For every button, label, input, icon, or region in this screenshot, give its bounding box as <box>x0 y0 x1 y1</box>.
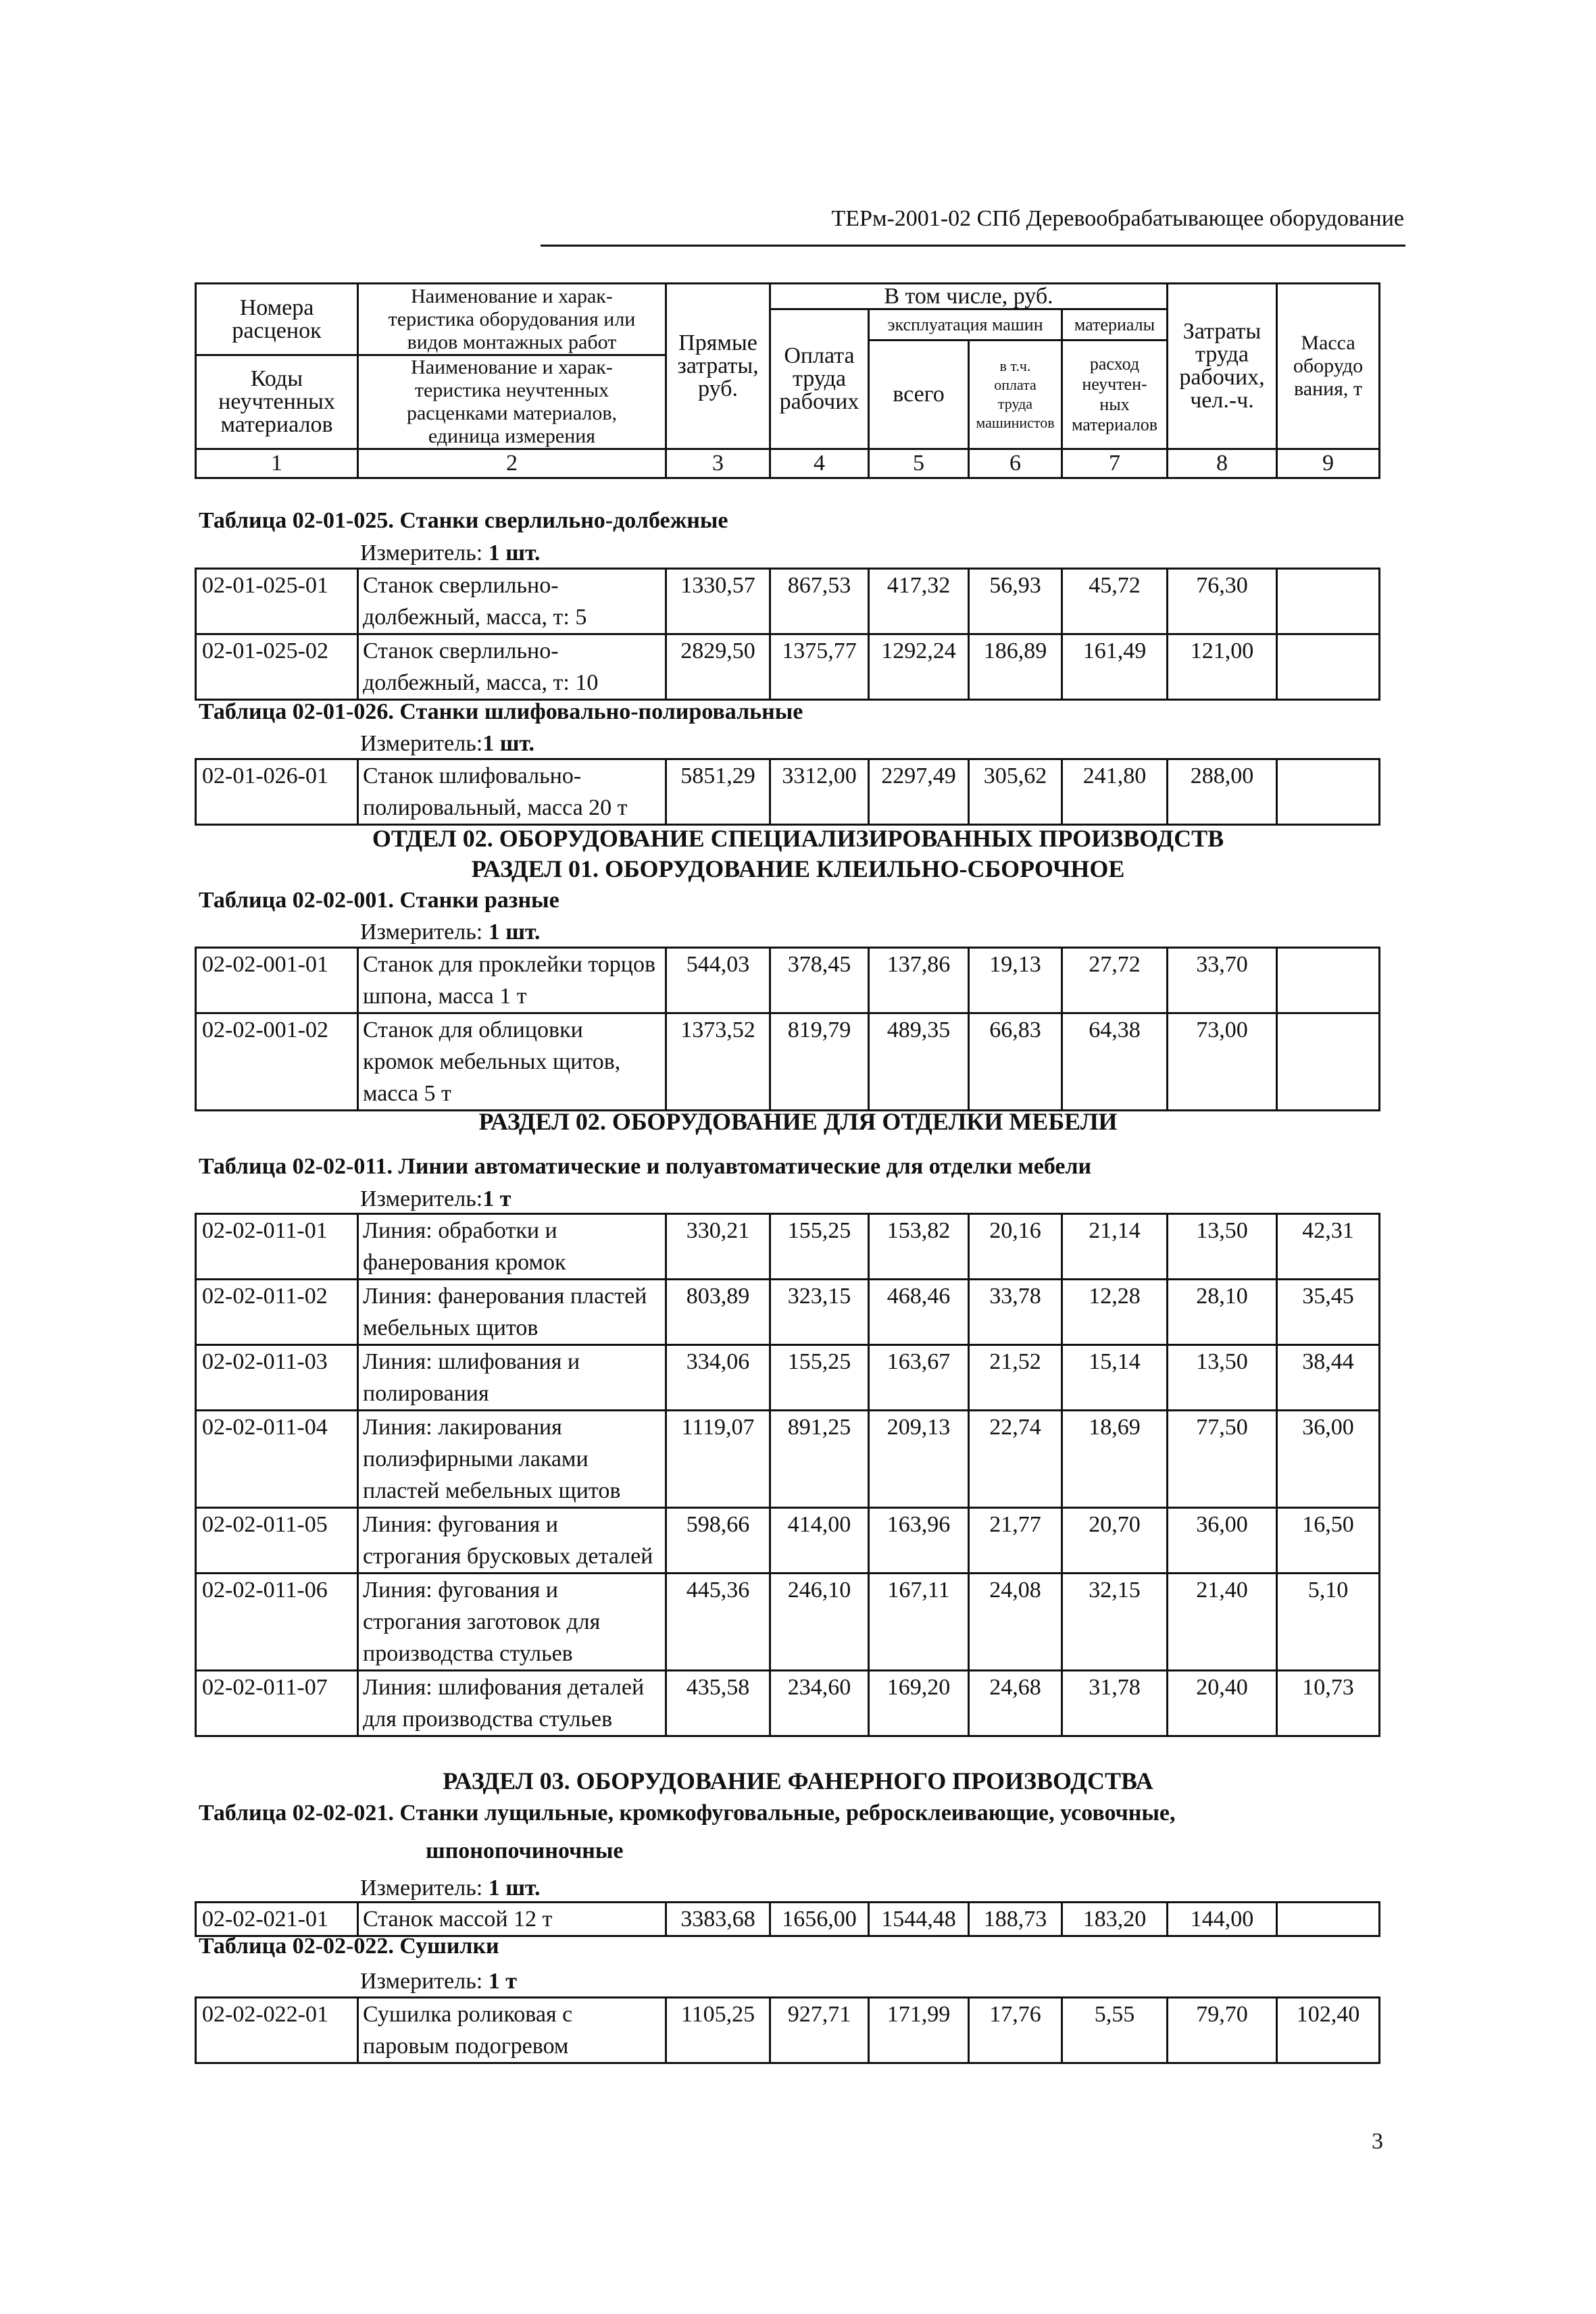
rates-table <box>195 1213 1380 1737</box>
header-rule <box>541 245 1405 247</box>
value-mass <box>1277 1013 1380 1111</box>
value-mass <box>1277 634 1380 700</box>
value-wages: 246,10 <box>770 1574 869 1671</box>
rate-name-line: Линия: шлифования деталей <box>363 1675 645 1700</box>
rate-name <box>358 1013 666 1111</box>
rate-code: 02-02-022-01 <box>196 1998 358 2063</box>
value-machines-total: 1292,24 <box>869 634 969 700</box>
header-cell-direct-costs: Прямые затраты, руб. <box>666 284 770 449</box>
value-wages: 378,45 <box>770 948 869 1013</box>
value-operator-wages: 22,74 <box>969 1411 1062 1508</box>
value-machines-total: 209,13 <box>869 1411 969 1508</box>
rate-name-line: Линия: обработки и <box>363 1218 557 1243</box>
rate-name <box>358 1345 666 1411</box>
value-direct-costs: 1105,25 <box>666 1998 770 2063</box>
rate-name-line: строгания заготовок для <box>363 1609 601 1634</box>
column-number: 2 <box>358 449 666 478</box>
value-mass: 5,10 <box>1277 1574 1380 1671</box>
value-materials: 64,38 <box>1062 1013 1168 1111</box>
value-labor-hours: 121,00 <box>1168 634 1277 700</box>
value-machines-total: 2297,49 <box>869 759 969 825</box>
measure-unit: Измеритель: 1 т <box>360 1969 517 1994</box>
rate-name-line: Сушилка роликовая с <box>363 2002 573 2027</box>
column-number: 7 <box>1062 449 1168 478</box>
value-mass: 42,31 <box>1277 1214 1380 1280</box>
page-number: 3 <box>1372 2129 1383 2154</box>
rate-name <box>358 634 666 700</box>
table-row <box>196 948 1380 1013</box>
measure-unit: Измеритель: 1 шт. <box>360 920 541 945</box>
column-number: 4 <box>770 449 869 478</box>
value-mass <box>1277 948 1380 1013</box>
column-number: 6 <box>969 449 1062 478</box>
table-row <box>196 1013 1380 1111</box>
value-materials: 161,49 <box>1062 634 1168 700</box>
table-row <box>196 1508 1380 1574</box>
rate-name-line: Станок шлифовально- <box>363 763 582 788</box>
table-row <box>196 1671 1380 1736</box>
header-cell-wages: Оплата труда рабочих <box>770 309 869 449</box>
value-materials: 18,69 <box>1062 1411 1168 1508</box>
value-materials: 45,72 <box>1062 569 1168 634</box>
value-materials: 21,14 <box>1062 1214 1168 1280</box>
rates-table <box>195 568 1380 701</box>
value-mass <box>1277 759 1380 825</box>
value-wages: 1656,00 <box>770 1903 869 1936</box>
header-cell-mass: Масса оборудо вания, т <box>1277 284 1380 449</box>
value-machines-total: 167,11 <box>869 1574 969 1671</box>
value-wages: 155,25 <box>770 1345 869 1411</box>
measure-unit: Измеритель: 1 шт. <box>360 540 541 565</box>
value-materials: 241,80 <box>1062 759 1168 825</box>
rate-name-line: пластей мебельных щитов <box>363 1478 621 1503</box>
rate-name <box>358 1411 666 1508</box>
value-mass: 35,45 <box>1277 1280 1380 1345</box>
value-operator-wages: 188,73 <box>969 1903 1062 1936</box>
value-direct-costs: 2829,50 <box>666 634 770 700</box>
value-labor-hours: 79,70 <box>1168 1998 1277 2063</box>
value-mass: 102,40 <box>1277 1998 1380 2063</box>
rate-name-line: производства стульев <box>363 1641 573 1666</box>
value-machines-total: 169,20 <box>869 1671 969 1736</box>
rate-code: 02-02-011-06 <box>196 1574 358 1671</box>
value-materials: 32,15 <box>1062 1574 1168 1671</box>
value-direct-costs: 330,21 <box>666 1214 770 1280</box>
rate-code: 02-02-011-02 <box>196 1280 358 1345</box>
value-wages: 1375,77 <box>770 634 869 700</box>
page-header: ТЕРм-2001-02 СПб Деревообрабатывающее оборудование <box>831 206 1404 231</box>
rate-name <box>358 569 666 634</box>
rate-code: 02-02-011-01 <box>196 1214 358 1280</box>
table-caption: Таблица 02-02-011. Линии автоматические и полуавтоматические для отделки мебели <box>199 1154 1092 1179</box>
rate-code: 02-02-011-07 <box>196 1671 358 1736</box>
rate-name-line: Линия: фугования и <box>363 1512 558 1537</box>
rate-name-line: мебельных щитов <box>363 1315 539 1340</box>
value-mass: 38,44 <box>1277 1345 1380 1411</box>
rate-name-line: полировальный, масса 20 т <box>363 795 628 820</box>
value-materials: 27,72 <box>1062 948 1168 1013</box>
rate-code: 02-01-025-01 <box>196 569 358 634</box>
table-row <box>196 1574 1380 1671</box>
value-wages: 155,25 <box>770 1214 869 1280</box>
rate-name-line: кромок мебельных щитов, <box>363 1049 621 1074</box>
value-wages: 927,71 <box>770 1998 869 2063</box>
rate-name-line: Линия: лакирования <box>363 1415 562 1440</box>
header-cell-material-codes: Коды неучтенных материалов <box>196 355 358 449</box>
value-machines-total: 417,32 <box>869 569 969 634</box>
rate-name-line: полиэфирными лаками <box>363 1447 589 1472</box>
header-cell-including: В том числе, руб. <box>770 284 1168 309</box>
header-cell-total: всего <box>869 341 969 449</box>
rate-name-line: Линия: фугования и <box>363 1578 558 1603</box>
value-direct-costs: 803,89 <box>666 1280 770 1345</box>
rate-name-line: Станок сверлильно- <box>363 573 559 598</box>
value-machines-total: 153,82 <box>869 1214 969 1280</box>
value-operator-wages: 33,78 <box>969 1280 1062 1345</box>
value-operator-wages: 24,08 <box>969 1574 1062 1671</box>
rates-table <box>195 758 1380 826</box>
value-operator-wages: 56,93 <box>969 569 1062 634</box>
column-number: 5 <box>869 449 969 478</box>
value-materials: 183,20 <box>1062 1903 1168 1936</box>
value-materials: 12,28 <box>1062 1280 1168 1345</box>
table-caption: Таблица 02-02-022. Сушилки <box>199 1934 499 1959</box>
table-row <box>196 1280 1380 1345</box>
value-labor-hours: 21,40 <box>1168 1574 1277 1671</box>
value-wages: 414,00 <box>770 1508 869 1574</box>
rate-name <box>358 1214 666 1280</box>
rate-name-line: паровым подогревом <box>363 2034 569 2059</box>
header-cell-unaccounted-materials: расход неучтен- ных материалов <box>1062 341 1168 449</box>
rate-code: 02-02-001-02 <box>196 1013 358 1111</box>
value-direct-costs: 5851,29 <box>666 759 770 825</box>
header-cell-labor-hours: Затраты труда рабочих, чел.-ч. <box>1168 284 1277 449</box>
value-mass <box>1277 569 1380 634</box>
rate-name-line: Станок массой 12 т <box>363 1907 553 1932</box>
column-number: 3 <box>666 449 770 478</box>
value-mass <box>1277 1903 1380 1936</box>
header-cell-rates: Номера расценок <box>196 284 358 355</box>
rate-name-line: строгания брусковых деталей <box>363 1544 653 1569</box>
table-row <box>196 1345 1380 1411</box>
rate-name-line: долбежный, масса, т: 5 <box>363 605 587 630</box>
value-machines-total: 163,96 <box>869 1508 969 1574</box>
rate-name-line: Линия: фанерования пластей <box>363 1284 647 1309</box>
rate-name-line: масса 5 т <box>363 1081 451 1106</box>
value-labor-hours: 76,30 <box>1168 569 1277 634</box>
value-labor-hours: 13,50 <box>1168 1345 1277 1411</box>
header-cell-name: Наименование и харак- теристика оборудования или видов монтажных работ <box>358 284 666 355</box>
table-row <box>196 759 1380 825</box>
column-numbers-row <box>196 449 1380 478</box>
table-caption: Таблица 02-01-025. Станки сверлильно-долбежные <box>199 508 728 533</box>
rate-code: 02-02-001-01 <box>196 948 358 1013</box>
rate-code: 02-01-025-02 <box>196 634 358 700</box>
rate-name <box>358 1574 666 1671</box>
value-operator-wages: 20,16 <box>969 1214 1062 1280</box>
section-heading: РАЗДЕЛ 01. ОБОРУДОВАНИЕ КЛЕИЛЬНО-СБОРОЧНОЕ <box>471 855 1125 882</box>
value-machines-total: 468,46 <box>869 1280 969 1345</box>
rate-name-line: фанерования кромок <box>363 1250 566 1275</box>
value-labor-hours: 13,50 <box>1168 1214 1277 1280</box>
column-number: 1 <box>196 449 358 478</box>
value-mass: 10,73 <box>1277 1671 1380 1736</box>
table-caption: Таблица 02-02-021. Станки лущильные, кромкофуговальные, ребросклеивающие, усовочные, <box>199 1801 1176 1826</box>
rate-name-line: Станок для облицовки <box>363 1017 583 1042</box>
value-materials: 15,14 <box>1062 1345 1168 1411</box>
value-labor-hours: 33,70 <box>1168 948 1277 1013</box>
value-direct-costs: 3383,68 <box>666 1903 770 1936</box>
table-row <box>196 634 1380 700</box>
rate-name-line: Линия: шлифования и <box>363 1349 580 1374</box>
table-row <box>196 1998 1380 2063</box>
value-direct-costs: 435,58 <box>666 1671 770 1736</box>
section-heading: РАЗДЕЛ 02. ОБОРУДОВАНИЕ ДЛЯ ОТДЕЛКИ МЕБЕЛИ <box>478 1108 1118 1135</box>
header-cell-machines: эксплуатация машин <box>869 309 1062 341</box>
section-heading: РАЗДЕЛ 03. ОБОРУДОВАНИЕ ФАНЕРНОГО ПРОИЗВОДСТВА <box>443 1767 1153 1794</box>
rate-name-line: Станок сверлильно- <box>363 638 559 663</box>
table-caption-continued: шпонопочиночные <box>426 1838 624 1863</box>
rate-code: 02-02-011-03 <box>196 1345 358 1411</box>
value-mass: 16,50 <box>1277 1508 1380 1574</box>
rate-name-line: долбежный, масса, т: 10 <box>363 670 599 695</box>
rate-name-line: полирования <box>363 1381 489 1406</box>
rates-table <box>195 1996 1380 2064</box>
column-number: 8 <box>1168 449 1277 478</box>
value-operator-wages: 21,77 <box>969 1508 1062 1574</box>
value-materials: 20,70 <box>1062 1508 1168 1574</box>
rate-name-line: для производства стульев <box>363 1707 613 1732</box>
value-wages: 234,60 <box>770 1671 869 1736</box>
value-wages: 819,79 <box>770 1013 869 1111</box>
table-caption: Таблица 02-01-026. Станки шлифовально-полировальные <box>199 699 803 724</box>
rate-name-line: шпона, масса 1 т <box>363 984 527 1009</box>
header-cell-material-name: Наименование и харак- теристика неучтенных расценками материалов, единица измерения <box>358 355 666 449</box>
rate-name <box>358 1508 666 1574</box>
value-labor-hours: 73,00 <box>1168 1013 1277 1111</box>
value-labor-hours: 20,40 <box>1168 1671 1277 1736</box>
rate-name <box>358 1998 666 2063</box>
table-row <box>196 1214 1380 1280</box>
measure-unit: Измеритель:1 шт. <box>360 731 535 756</box>
section-heading: ОТДЕЛ 02. ОБОРУДОВАНИЕ СПЕЦИАЛИЗИРОВАННЫХ ПРОИЗВОДСТВ <box>372 825 1224 852</box>
value-operator-wages: 66,83 <box>969 1013 1062 1111</box>
rate-name <box>358 1280 666 1345</box>
column-header-table <box>195 282 1380 479</box>
value-machines-total: 163,67 <box>869 1345 969 1411</box>
rate-code: 02-02-021-01 <box>196 1903 358 1936</box>
value-operator-wages: 305,62 <box>969 759 1062 825</box>
value-wages: 867,53 <box>770 569 869 634</box>
header-cell-operator-wages: в т.ч. оплата труда машинистов <box>969 341 1062 449</box>
value-operator-wages: 186,89 <box>969 634 1062 700</box>
table-caption: Таблица 02-02-001. Станки разные <box>199 888 559 913</box>
value-wages: 3312,00 <box>770 759 869 825</box>
rate-name <box>358 759 666 825</box>
column-number: 9 <box>1277 449 1380 478</box>
rates-table <box>195 947 1380 1111</box>
value-direct-costs: 544,03 <box>666 948 770 1013</box>
value-operator-wages: 21,52 <box>969 1345 1062 1411</box>
value-direct-costs: 1119,07 <box>666 1411 770 1508</box>
value-labor-hours: 288,00 <box>1168 759 1277 825</box>
value-operator-wages: 17,76 <box>969 1998 1062 2063</box>
value-wages: 323,15 <box>770 1280 869 1345</box>
value-materials: 31,78 <box>1062 1671 1168 1736</box>
header-cell-materials: материалы <box>1062 309 1168 341</box>
value-mass: 36,00 <box>1277 1411 1380 1508</box>
rate-code: 02-02-011-04 <box>196 1411 358 1508</box>
rate-code: 02-01-026-01 <box>196 759 358 825</box>
value-machines-total: 489,35 <box>869 1013 969 1111</box>
table-row <box>196 1411 1380 1508</box>
measure-unit: Измеритель:1 т <box>360 1186 512 1211</box>
value-operator-wages: 19,13 <box>969 948 1062 1013</box>
value-labor-hours: 36,00 <box>1168 1508 1277 1574</box>
value-machines-total: 1544,48 <box>869 1903 969 1936</box>
value-materials: 5,55 <box>1062 1998 1168 2063</box>
value-labor-hours: 28,10 <box>1168 1280 1277 1345</box>
value-direct-costs: 1330,57 <box>666 569 770 634</box>
value-wages: 891,25 <box>770 1411 869 1508</box>
value-machines-total: 137,86 <box>869 948 969 1013</box>
value-labor-hours: 144,00 <box>1168 1903 1277 1936</box>
value-direct-costs: 1373,52 <box>666 1013 770 1111</box>
rate-name <box>358 1671 666 1736</box>
value-operator-wages: 24,68 <box>969 1671 1062 1736</box>
rate-name <box>358 948 666 1013</box>
value-direct-costs: 334,06 <box>666 1345 770 1411</box>
rate-code: 02-02-011-05 <box>196 1508 358 1574</box>
value-direct-costs: 598,66 <box>666 1508 770 1574</box>
value-labor-hours: 77,50 <box>1168 1411 1277 1508</box>
table-row <box>196 569 1380 634</box>
rate-name-line: Станок для проклейки торцов <box>363 952 656 977</box>
value-direct-costs: 445,36 <box>666 1574 770 1671</box>
measure-unit: Измеритель: 1 шт. <box>360 1876 541 1901</box>
value-machines-total: 171,99 <box>869 1998 969 2063</box>
